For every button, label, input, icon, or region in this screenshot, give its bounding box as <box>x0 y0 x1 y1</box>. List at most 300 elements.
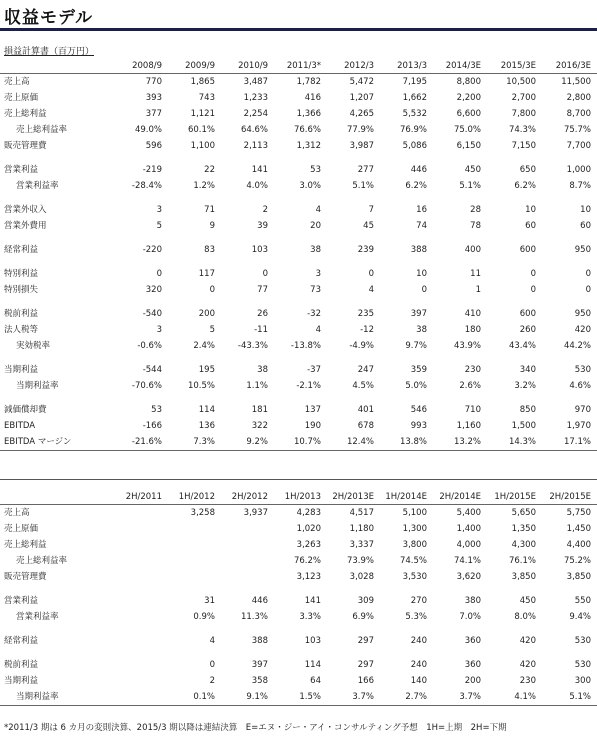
value-cell: 3,123 <box>296 572 321 582</box>
value-cell: 53 <box>151 405 162 415</box>
row-label: 税前利益 <box>4 660 39 670</box>
value-cell: 380 <box>464 596 481 606</box>
value-cell: 277 <box>357 165 374 175</box>
value-cell: 5 <box>156 221 162 231</box>
value-cell: 0 <box>156 269 162 279</box>
value-cell: 1,000 <box>566 165 591 175</box>
row-label: 減価償却費 <box>4 405 47 415</box>
value-cell: 388 <box>410 245 427 255</box>
value-cell: 38 <box>257 365 268 375</box>
annual-income-statement-table <box>0 59 597 451</box>
row-label: 売上高 <box>4 508 30 518</box>
table-row <box>0 338 597 354</box>
value-cell: 74.1% <box>453 556 481 566</box>
value-cell: 6.9% <box>352 612 374 622</box>
spacer-cell <box>0 258 597 266</box>
value-cell: 550 <box>574 596 591 606</box>
value-cell: 300 <box>574 676 591 686</box>
spacer-row <box>0 154 597 162</box>
value-cell: 195 <box>198 365 215 375</box>
row-label: 売上原価 <box>4 524 39 534</box>
value-cell: 136 <box>198 421 215 431</box>
value-cell: 400 <box>464 245 481 255</box>
value-cell: 3,487 <box>243 77 268 87</box>
value-cell: 1,662 <box>402 93 427 103</box>
value-cell: 3.2% <box>514 381 536 391</box>
spacer-cell <box>0 298 597 306</box>
value-cell: 1,312 <box>296 141 321 151</box>
table-row <box>0 378 597 394</box>
table-row <box>0 537 597 553</box>
row-label: 売上総利益率 <box>16 556 68 566</box>
table-row <box>0 402 597 418</box>
value-cell: 1,500 <box>511 421 536 431</box>
value-cell: 39 <box>257 221 268 231</box>
title-underline <box>0 28 597 31</box>
table-row <box>0 282 597 298</box>
column-header: 2009/9 <box>168 59 221 74</box>
value-cell: 320 <box>145 285 162 295</box>
value-cell: 7 <box>368 205 374 215</box>
value-cell: 11 <box>470 269 481 279</box>
value-cell <box>115 569 168 585</box>
value-cell: 416 <box>304 93 321 103</box>
value-cell: 297 <box>357 660 374 670</box>
value-cell: 600 <box>519 309 536 319</box>
value-cell <box>115 505 168 522</box>
row-label: 特別利益 <box>4 269 39 279</box>
value-cell: 1,350 <box>511 524 536 534</box>
value-cell: 2.7% <box>380 689 433 706</box>
value-cell: 360 <box>464 660 481 670</box>
header-row <box>0 59 597 74</box>
value-cell: 0.9% <box>193 612 215 622</box>
column-header: 2010/9 <box>221 59 274 74</box>
spacer-row <box>0 354 597 362</box>
value-cell: 5.1% <box>352 181 374 191</box>
value-cell: -28.4% <box>131 181 162 191</box>
value-cell: -166 <box>142 421 162 431</box>
value-cell: 22 <box>204 165 215 175</box>
value-cell: 76.9% <box>399 125 427 135</box>
value-cell: 7,195 <box>402 77 427 87</box>
value-cell: 103 <box>304 636 321 646</box>
value-cell: 10,500 <box>506 77 536 87</box>
value-cell: 7,150 <box>511 141 536 151</box>
value-cell: 530 <box>574 636 591 646</box>
unit-label: 損益計算書（百万円） <box>4 47 95 57</box>
value-cell: -11 <box>254 325 268 335</box>
value-cell: 2.4% <box>193 341 215 351</box>
value-cell: 45 <box>363 221 374 231</box>
table-row <box>0 505 597 522</box>
value-cell: -37 <box>307 365 321 375</box>
value-cell: 5.0% <box>405 381 427 391</box>
half-year-income-statement-table <box>0 490 597 706</box>
value-cell: 114 <box>198 405 215 415</box>
value-cell: 8.0% <box>514 612 536 622</box>
value-cell: 13.8% <box>380 434 433 451</box>
value-cell: 377 <box>145 109 162 119</box>
value-cell: -21.6% <box>115 434 168 451</box>
spacer-cell <box>0 394 597 402</box>
value-cell: 5.1% <box>459 181 481 191</box>
value-cell: 11,500 <box>561 77 591 87</box>
value-cell: -540 <box>142 309 162 319</box>
value-cell: 6,600 <box>456 109 481 119</box>
spacer-cell <box>0 649 597 657</box>
spacer-row <box>0 234 597 242</box>
value-cell: 8,700 <box>566 109 591 119</box>
value-cell: 3,028 <box>349 572 374 582</box>
table-row <box>0 218 597 234</box>
value-cell <box>115 689 168 706</box>
value-cell: 3.3% <box>299 612 321 622</box>
column-header: 1H/2013 <box>274 490 327 505</box>
value-cell: 200 <box>198 309 215 319</box>
value-cell: 3 <box>156 325 162 335</box>
column-header: 2008/9 <box>115 59 168 74</box>
value-cell: -220 <box>142 245 162 255</box>
column-header: 2H/2014E <box>433 490 487 505</box>
value-cell: 600 <box>519 245 536 255</box>
value-cell: 43.9% <box>453 341 481 351</box>
value-cell: 14.3% <box>487 434 542 451</box>
value-cell: 2 <box>262 205 268 215</box>
footnote: *2011/3 期は 6 カ月の変則決算、2015/3 期以降は連結決算 E=エヌ・ジー・アイ・コンサルティング予想 1H=上期 2H=下期 <box>4 723 507 733</box>
column-header: 2012/3 <box>327 59 380 74</box>
value-cell: 3,258 <box>190 508 215 518</box>
row-label: EBITDA <box>4 421 36 431</box>
value-cell <box>168 521 221 537</box>
value-cell: 137 <box>304 405 321 415</box>
value-cell: 0 <box>421 285 427 295</box>
value-cell: 3.7% <box>433 689 487 706</box>
value-cell: 17.1% <box>542 434 597 451</box>
row-label: 売上総利益率 <box>16 125 68 135</box>
value-cell: 7.3% <box>168 434 221 451</box>
value-cell: 64 <box>310 676 321 686</box>
value-cell: 2.6% <box>459 381 481 391</box>
row-label: 営業利益 <box>4 165 39 175</box>
table-row <box>0 306 597 322</box>
value-cell: 743 <box>198 93 215 103</box>
value-cell: 450 <box>519 596 536 606</box>
value-cell: 239 <box>357 245 374 255</box>
value-cell: 1.1% <box>246 381 268 391</box>
value-cell: 5,086 <box>402 141 427 151</box>
value-cell: 393 <box>145 93 162 103</box>
row-label: 営業外費用 <box>4 221 47 231</box>
value-cell: 9.4% <box>569 612 591 622</box>
value-cell: 5,532 <box>402 109 427 119</box>
value-cell: 4.5% <box>352 381 374 391</box>
row-label: 売上高 <box>4 77 30 87</box>
row-label: 営業外収入 <box>4 205 47 215</box>
value-cell: 13.2% <box>433 434 487 451</box>
table-row <box>0 138 597 154</box>
value-cell <box>115 553 168 569</box>
table-row <box>0 689 597 706</box>
value-cell: 4,400 <box>566 540 591 550</box>
row-label: 売上原価 <box>4 93 39 103</box>
value-cell: 1,970 <box>566 421 591 431</box>
value-cell: 322 <box>251 421 268 431</box>
value-cell: 1,207 <box>349 93 374 103</box>
value-cell: 28 <box>470 205 481 215</box>
table-row <box>0 418 597 434</box>
value-cell <box>115 521 168 537</box>
value-cell: 1,400 <box>456 524 481 534</box>
header-row <box>0 490 597 505</box>
value-cell: 16 <box>416 205 427 215</box>
table-row <box>0 202 597 218</box>
value-cell: 26 <box>257 309 268 319</box>
value-cell: 1,865 <box>190 77 215 87</box>
value-cell: 5,750 <box>566 508 591 518</box>
spacer-row <box>0 394 597 402</box>
column-header <box>0 59 115 74</box>
value-cell: 397 <box>410 309 427 319</box>
value-cell: 650 <box>519 165 536 175</box>
spacer-row <box>0 298 597 306</box>
value-cell: 240 <box>410 636 427 646</box>
value-cell: 1.2% <box>193 181 215 191</box>
value-cell: 8.7% <box>569 181 591 191</box>
value-cell: 77 <box>257 285 268 295</box>
value-cell: 141 <box>304 596 321 606</box>
column-header: 1H/2015E <box>487 490 542 505</box>
row-label: 売上総利益 <box>4 109 47 119</box>
value-cell: 3,850 <box>511 572 536 582</box>
value-cell: 3,263 <box>296 540 321 550</box>
value-cell: 9.7% <box>405 341 427 351</box>
value-cell: 2,200 <box>456 93 481 103</box>
value-cell: 4.6% <box>569 381 591 391</box>
value-cell <box>115 673 168 689</box>
value-cell: 1,020 <box>296 524 321 534</box>
value-cell <box>115 633 168 649</box>
value-cell: 1,160 <box>456 421 481 431</box>
value-cell <box>115 593 168 609</box>
value-cell: 2,800 <box>566 93 591 103</box>
value-cell: 3,937 <box>243 508 268 518</box>
value-cell: 44.2% <box>563 341 591 351</box>
table-row <box>0 242 597 258</box>
value-cell: 1 <box>475 285 481 295</box>
value-cell: 71 <box>204 205 215 215</box>
value-cell: 3,987 <box>349 141 374 151</box>
value-cell <box>115 537 168 553</box>
row-label: 当期利益 <box>4 676 39 686</box>
spacer-row <box>0 194 597 202</box>
section-divider <box>0 479 597 480</box>
value-cell: 140 <box>410 676 427 686</box>
value-cell: 6.2% <box>514 181 536 191</box>
value-cell: 75.0% <box>453 125 481 135</box>
value-cell: 1,300 <box>402 524 427 534</box>
spacer-cell <box>0 625 597 633</box>
value-cell: 420 <box>574 325 591 335</box>
value-cell: 77.9% <box>346 125 374 135</box>
spacer-row <box>0 585 597 593</box>
spacer-row <box>0 649 597 657</box>
value-cell: 4 <box>209 636 215 646</box>
value-cell: 3,530 <box>402 572 427 582</box>
value-cell: -0.6% <box>137 341 162 351</box>
spacer-cell <box>0 585 597 593</box>
table-row <box>0 322 597 338</box>
value-cell: 78 <box>470 221 481 231</box>
value-cell: 1,180 <box>349 524 374 534</box>
value-cell: 530 <box>574 660 591 670</box>
value-cell: 450 <box>464 165 481 175</box>
table-row <box>0 673 597 689</box>
value-cell: 0 <box>209 660 215 670</box>
value-cell: 76.6% <box>293 125 321 135</box>
value-cell: 3,850 <box>566 572 591 582</box>
value-cell: 5,400 <box>456 508 481 518</box>
value-cell: 410 <box>464 309 481 319</box>
value-cell: 12.4% <box>327 434 380 451</box>
spacer-row <box>0 625 597 633</box>
value-cell: 359 <box>410 365 427 375</box>
value-cell: 5,100 <box>402 508 427 518</box>
value-cell: 850 <box>519 405 536 415</box>
value-cell: 230 <box>464 365 481 375</box>
value-cell: 4,283 <box>296 508 321 518</box>
table-row <box>0 362 597 378</box>
value-cell: 7.0% <box>459 612 481 622</box>
value-cell: 43.4% <box>508 341 536 351</box>
value-cell: 83 <box>204 245 215 255</box>
value-cell: 10.5% <box>187 381 215 391</box>
value-cell: -70.6% <box>131 381 162 391</box>
value-cell: 103 <box>251 245 268 255</box>
row-label: 当期利益率 <box>0 689 115 706</box>
value-cell: 74.3% <box>508 125 536 135</box>
value-cell: 10.7% <box>274 434 327 451</box>
value-cell: 49.0% <box>134 125 162 135</box>
value-cell: 420 <box>519 660 536 670</box>
row-label: 特別損失 <box>4 285 39 295</box>
table-row <box>0 434 597 451</box>
value-cell: 4.1% <box>487 689 542 706</box>
table-row <box>0 593 597 609</box>
table-row <box>0 266 597 282</box>
value-cell: 53 <box>310 165 321 175</box>
table-row <box>0 74 597 91</box>
value-cell: 3.7% <box>327 689 380 706</box>
value-cell: 596 <box>145 141 162 151</box>
row-label: 実効税率 <box>16 341 51 351</box>
value-cell: 8,800 <box>456 77 481 87</box>
table-row <box>0 633 597 649</box>
value-cell: 0 <box>368 269 374 279</box>
value-cell: 141 <box>251 165 268 175</box>
value-cell: 3,800 <box>402 540 427 550</box>
table-row <box>0 553 597 569</box>
value-cell: 950 <box>574 245 591 255</box>
value-cell: 360 <box>464 636 481 646</box>
value-cell: 3.0% <box>299 181 321 191</box>
value-cell: 2,254 <box>243 109 268 119</box>
value-cell <box>115 657 168 673</box>
value-cell: 678 <box>357 421 374 431</box>
value-cell: 0 <box>585 285 591 295</box>
value-cell: 4,300 <box>511 540 536 550</box>
value-cell: 38 <box>310 245 321 255</box>
value-cell: 73.9% <box>346 556 374 566</box>
value-cell <box>168 553 221 569</box>
value-cell: 3,337 <box>349 540 374 550</box>
column-header: 2014/3E <box>433 59 487 74</box>
row-label: 税前利益 <box>4 309 39 319</box>
value-cell: 3 <box>315 269 321 279</box>
value-cell: 6,150 <box>456 141 481 151</box>
value-cell: 770 <box>145 77 162 87</box>
value-cell: 358 <box>251 676 268 686</box>
spacer-row <box>0 258 597 266</box>
row-label: 法人税等 <box>4 325 39 335</box>
value-cell: -12 <box>360 325 374 335</box>
value-cell: 0.1% <box>168 689 221 706</box>
column-header: 2013/3 <box>380 59 433 74</box>
value-cell: -32 <box>307 309 321 319</box>
value-cell: 260 <box>519 325 536 335</box>
value-cell: 10 <box>580 205 591 215</box>
column-header: 2015/3E <box>487 59 542 74</box>
row-label: 当期利益率 <box>16 381 59 391</box>
table-row <box>0 122 597 138</box>
spacer-cell <box>0 194 597 202</box>
value-cell: 420 <box>519 636 536 646</box>
column-header: 2H/2013E <box>327 490 380 505</box>
value-cell: 31 <box>204 596 215 606</box>
column-header: 1H/2012 <box>168 490 221 505</box>
table-row <box>0 162 597 178</box>
value-cell: 5 <box>209 325 215 335</box>
value-cell: -43.3% <box>237 341 268 351</box>
value-cell: -4.9% <box>349 341 374 351</box>
row-label: 経常利益 <box>4 636 39 646</box>
value-cell <box>168 569 221 585</box>
value-cell: 4.0% <box>246 181 268 191</box>
value-cell: 950 <box>574 309 591 319</box>
value-cell: 397 <box>251 660 268 670</box>
column-header: 2H/2015E <box>542 490 597 505</box>
value-cell: 247 <box>357 365 374 375</box>
table-row <box>0 569 597 585</box>
column-header: 2016/3E <box>542 59 597 74</box>
value-cell: 2,113 <box>243 141 268 151</box>
value-cell: 180 <box>464 325 481 335</box>
value-cell: 4,265 <box>349 109 374 119</box>
value-cell: 297 <box>357 636 374 646</box>
column-header <box>0 490 115 505</box>
value-cell <box>221 569 274 585</box>
value-cell: 309 <box>357 596 374 606</box>
value-cell: 4,000 <box>456 540 481 550</box>
value-cell: 0 <box>530 285 536 295</box>
value-cell: 166 <box>357 676 374 686</box>
value-cell: 60.1% <box>187 125 215 135</box>
column-header: 2H/2012 <box>221 490 274 505</box>
value-cell: 230 <box>519 676 536 686</box>
row-label: 当期利益 <box>4 365 39 375</box>
value-cell: 546 <box>410 405 427 415</box>
value-cell: 60 <box>525 221 536 231</box>
